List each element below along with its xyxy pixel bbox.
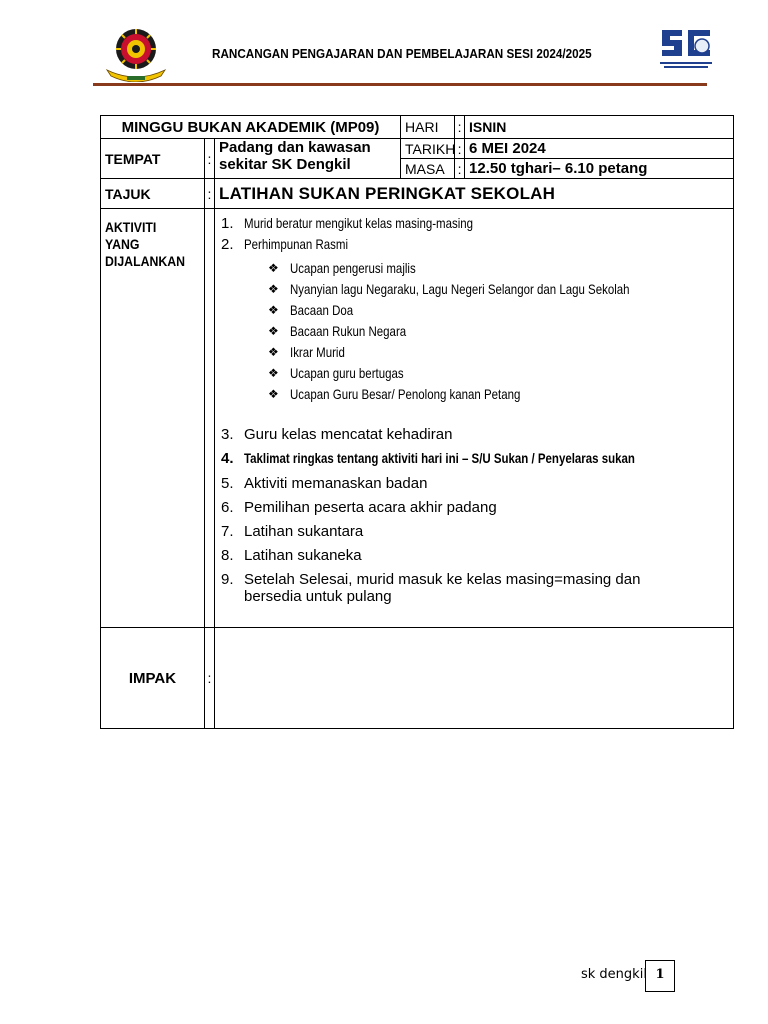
diamond-bullet-icon: ❖ — [268, 386, 279, 401]
list-item-text: Aktiviti memanaskan badan — [244, 475, 428, 492]
date-value: 6 MEI 2024 — [465, 139, 734, 159]
venue-line-1: Padang dan kawasan — [219, 139, 371, 156]
list-item-text: Pemilihan peserta acara akhir padang — [244, 499, 497, 516]
list-item-number: 9. — [221, 571, 234, 588]
list-item-number: 2. — [221, 236, 234, 253]
sub-list-item — [268, 320, 729, 341]
activity-label-line-2: DIJALANKAN — [105, 253, 186, 269]
list-item — [221, 571, 729, 605]
day-colon: : — [455, 116, 465, 139]
document-header-title: RANCANGAN PENGAJARAN DAN PEMBELAJARAN SESI 2024/2025 — [212, 46, 592, 61]
list-item — [221, 475, 729, 499]
topic-row — [101, 179, 734, 209]
activity-colon — [205, 209, 215, 628]
list-item — [221, 236, 729, 257]
date-row — [101, 139, 734, 159]
topic-value: LATIHAN SUKAN PERINGKAT SEKOLAH — [215, 179, 734, 209]
list-item-number: 4. — [221, 450, 234, 467]
week-row — [101, 116, 734, 139]
venue-colon: : — [205, 139, 215, 179]
topic-colon: : — [205, 179, 215, 209]
impact-colon: : — [205, 628, 215, 729]
list-item — [221, 547, 729, 571]
impact-value[interactable] — [215, 628, 734, 729]
list-item-text: Taklimat ringkas tentang aktiviti hari ini – S/U Sukan / Penyelaras sukan — [244, 450, 635, 466]
list-item-number: 3. — [221, 426, 234, 443]
list-item-text: Setelah Selesai, murid masuk ke kelas masing=masing dan bersedia untuk pulang — [244, 571, 641, 605]
venue-label: TEMPAT — [101, 139, 205, 179]
activity-list — [215, 209, 734, 628]
impact-row — [101, 628, 734, 729]
list-item-text: Perhimpunan Rasmi — [244, 236, 349, 252]
list-item-text: Latihan sukantara — [244, 523, 364, 540]
sub-list-item-text: Bacaan Rukun Negara — [290, 322, 407, 339]
topic-label: TAJUK — [101, 179, 205, 209]
activity-label — [101, 209, 205, 628]
date-label: TARIKH — [401, 139, 455, 159]
header-divider — [93, 83, 707, 86]
sub-list-item — [268, 278, 729, 299]
list-item — [221, 450, 729, 475]
diamond-bullet-icon: ❖ — [268, 323, 279, 338]
sub-list-item — [268, 341, 729, 362]
list-item — [221, 426, 729, 450]
day-value: ISNIN — [465, 116, 734, 139]
list-item — [221, 499, 729, 523]
sub-list-item — [268, 299, 729, 320]
diamond-bullet-icon: ❖ — [268, 344, 279, 359]
venue-value — [215, 139, 401, 179]
lesson-plan-table — [100, 115, 734, 729]
sub-list-item-text: Ucapan pengerusi majlis — [290, 259, 416, 276]
week-heading: MINGGU BUKAN AKADEMIK (MP09) — [101, 116, 401, 139]
list-item-text: Murid beratur mengikut kelas masing-masing — [244, 215, 474, 231]
list-item — [221, 215, 729, 236]
date-colon: : — [455, 139, 465, 159]
list-item-text: Guru kelas mencatat kehadiran — [244, 426, 453, 443]
diamond-bullet-icon: ❖ — [268, 260, 279, 275]
time-colon: : — [455, 159, 465, 179]
footer-school-name: sk dengkil — [581, 967, 647, 982]
impact-label: IMPAK — [101, 628, 205, 729]
sub-list-item — [268, 257, 729, 278]
diamond-bullet-icon: ❖ — [268, 302, 279, 317]
time-label: MASA — [401, 159, 455, 179]
diamond-bullet-icon: ❖ — [268, 281, 279, 296]
sub-list-item — [268, 383, 729, 404]
sekolah-logo — [656, 24, 716, 72]
list-item-number: 5. — [221, 475, 234, 492]
day-label: HARI — [401, 116, 455, 139]
sub-list-item-text: Nyanyian lagu Negaraku, Lagu Negeri Selangor dan Lagu Sekolah — [290, 280, 630, 297]
list-item-number: 7. — [221, 523, 234, 540]
page-number: 1 — [645, 960, 675, 992]
sub-list-item-text: Bacaan Doa — [290, 301, 354, 318]
sub-list-item-text: Ucapan Guru Besar/ Penolong kanan Petang — [290, 385, 521, 402]
list-item — [221, 523, 729, 547]
sub-list-item-text: Ikrar Murid — [290, 343, 345, 360]
sub-list-item-text: Ucapan guru bertugas — [290, 364, 404, 381]
activity-row — [101, 209, 734, 628]
list-item-text: Latihan sukaneka — [244, 547, 362, 564]
diamond-bullet-icon: ❖ — [268, 365, 279, 380]
school-crest-logo — [103, 26, 169, 82]
sub-list-item — [268, 362, 729, 383]
venue-line-2: sekitar SK Dengkil — [219, 156, 351, 173]
activity-label-line-1: AKTIVITI YANG — [105, 219, 157, 252]
time-value: 12.50 tghari– 6.10 petang — [465, 159, 734, 179]
list-item-number: 6. — [221, 499, 234, 516]
list-item-number: 8. — [221, 547, 234, 564]
list-item-number: 1. — [221, 215, 234, 232]
